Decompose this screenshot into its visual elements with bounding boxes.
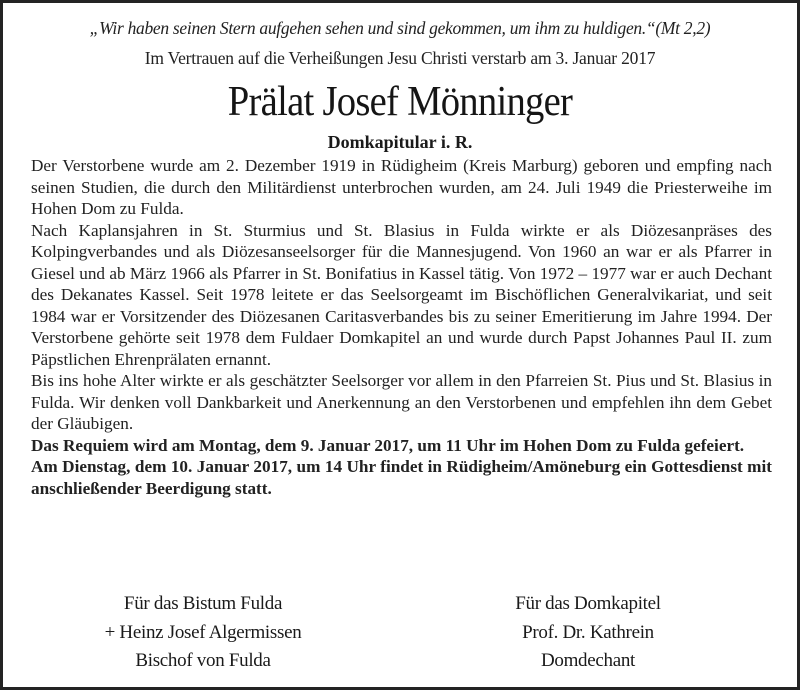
signature-diocese-line1: Für das Bistum Fulda	[123, 593, 283, 614]
signature-diocese-name: + Heinz Josef Algermissen	[104, 621, 302, 643]
requiem-info: Das Requiem wird am Montag, dem 9. Januar 2017, um 11 Uhr im Hohen Dom zu Fulda gefeiert.	[31, 435, 745, 455]
obituary-body	[31, 155, 772, 499]
paragraph-career: Nach Kaplansjahren in St. Sturmius und St. Blasius in Fulda wirkte er als Diözesanpräses des Kolpingverbandes und als Diözesanseelsorger für die Mannesjugend. Von 1960 an war er als Pfarrer in Giesel und ab März 1966 als Pfarrer in St. Bonifatius in Kassel tätig. Von 1972 – 1977 war er auch Dechant des Dekanates Kassel. Seit 1978 leitete er das Seelsorgeamt im Bischöflichen Generalvikariat, und seit 1984 war er Vorsitzender des Diözesanen Caritasverbandes bis zu seiner Emeritierung im Jahre 1994. Der Verstorbene gehörte seit 1978 dem Fuldaer Domkapitel an und wurde durch Papst Johannes Paul II. zum Päpstlichen Ehrenprälaten ernannt.	[31, 220, 772, 369]
bible-quote: „Wir haben seinen Stern aufgehen sehen und sind gekommen, um ihm zu huldigen.“(Mt 2,2)	[89, 18, 711, 38]
death-announcement: Im Vertrauen auf die Verheißungen Jesu Christi verstarb am 3. Januar 2017	[144, 48, 656, 68]
paragraph-biography: Der Verstorbene wurde am 2. Dezember 1919 in Rüdigheim (Kreis Marburg) geboren und empfing nach seinen Studien, die durch den Militärdienst unterbrochen wurden, am 24. Juli 1949 die Priesterweihe im Hohen Dom zu Fulda.	[31, 156, 772, 218]
signature-diocese	[43, 590, 363, 676]
signature-chapter-line1: Für das Domkapitel	[515, 593, 661, 614]
signature-chapter-role: Domdechant	[540, 650, 636, 671]
signature-diocese-role: Bischof von Fulda	[135, 650, 271, 671]
signature-chapter-name: Prof. Dr. Kathrein	[522, 621, 654, 643]
signature-chapter	[428, 590, 748, 676]
deceased-name: Prälat Josef Mönninger	[227, 79, 573, 125]
burial-info: Am Dienstag, dem 10. Januar 2017, um 14 Uhr findet in Rüdigheim/Amöneburg ein Gottesdienst mit anschließender Beerdigung statt.	[31, 457, 772, 498]
deceased-title: Domkapitular i. R.	[327, 132, 473, 152]
paragraph-remembrance: Bis ins hohe Alter wirkte er als geschätzter Seelsorger vor allem in den Pfarreien St. Pius und St. Blasius in Fulda. Wir denken voll Dankbarkeit und Anerkennung an den Verstorbenen und empfehlen ihn dem Gebet der Gläubigen.	[31, 371, 772, 433]
